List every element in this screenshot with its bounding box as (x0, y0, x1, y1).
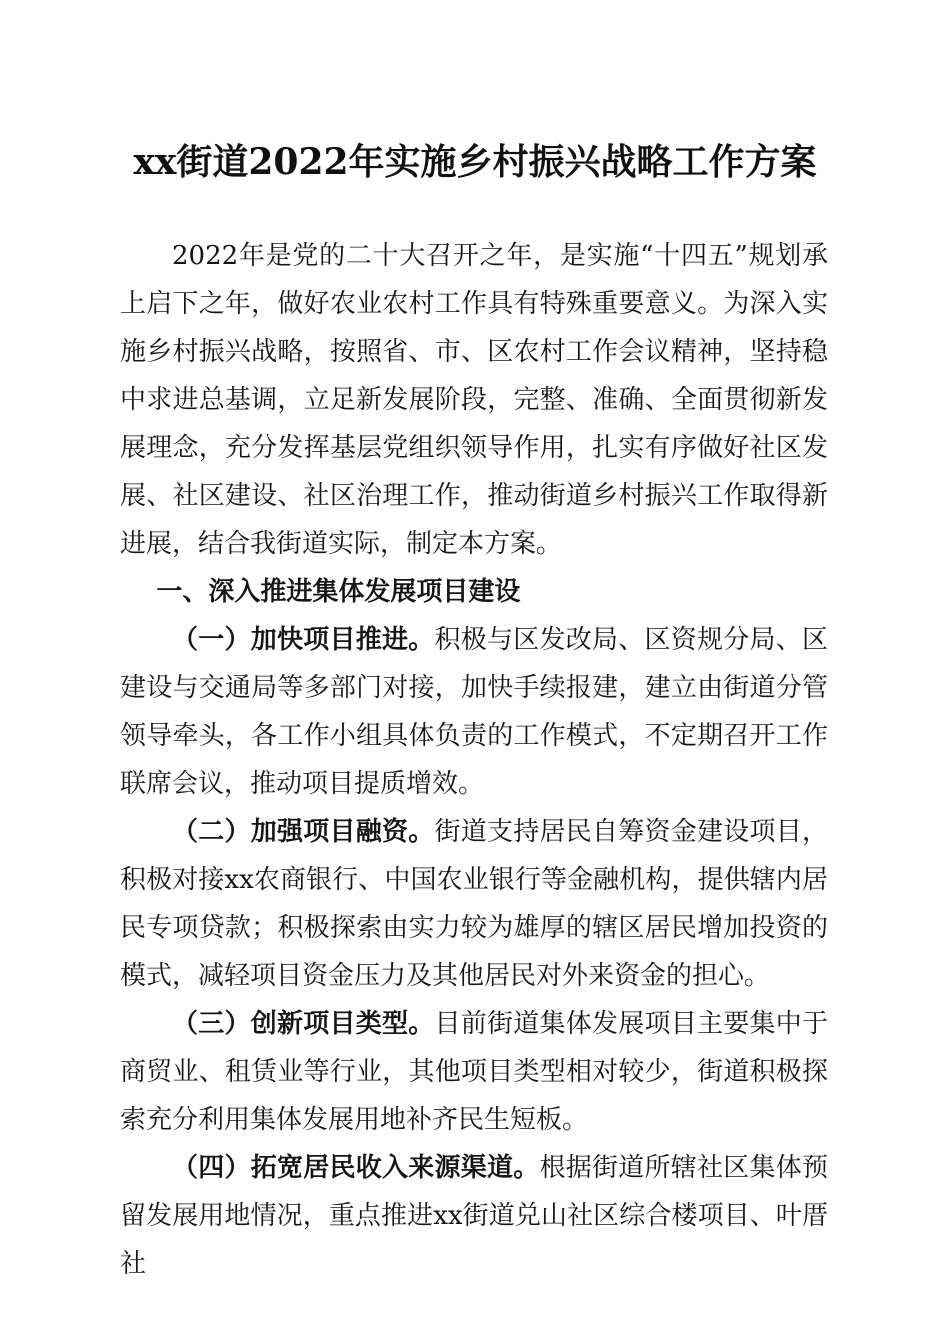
item-paragraph-2 (120, 808, 828, 1000)
item-text: 目前街道集体发展项目主要集中于商贸业、租赁业等行业，其他项目类型相对较少，街道积极探索充分利用集体发展用地补齐民生短板。 (120, 1009, 828, 1135)
item-lead: （二）加强项目融资。 (172, 817, 435, 847)
item-text: 积极与区发改局、区资规分局、区建设与交通局等多部门对接，加快手续报建，建立由街道分管领导牵头，各工作小组具体负责的工作模式，不定期召开工作联席会议，推动项目提质增效。 (120, 625, 828, 799)
item-lead: （一）加快项目推进。 (172, 625, 435, 655)
section-heading: 一、深入推进集体发展项目建设 (156, 577, 521, 607)
item-paragraph-1 (120, 616, 828, 808)
item-text: 街道支持居民自筹资金建设项目，积极对接xx农商银行、中国农业银行等金融机构，提供辖内居民专项贷款；积极探索由实力较为雄厚的辖区居民增加投资的模式，减轻项目资金压力及其他居民对外来资金的担心。 (120, 817, 828, 991)
item-paragraph-4 (120, 1144, 828, 1288)
document-body (120, 232, 828, 1288)
item-paragraph-3 (120, 1000, 828, 1144)
item-text: 根据街道所辖社区集体预留发展用地情况，重点推进xx街道兑山社区综合楼项目、叶厝社 (120, 1153, 828, 1279)
item-lead: （三）创新项目类型。 (172, 1009, 435, 1039)
document-title: xx街道2022年实施乡村振兴战略工作方案 (133, 141, 817, 183)
intro-paragraph: 2022年是党的二十大召开之年，是实施“十四五”规划承上启下之年，做好农业农村工作具有特殊重要意义。为深入实施乡村振兴战略，按照省、市、区农村工作会议精神，坚持稳中求进总基调，立足新发展阶段，完整、准确、全面贯彻新发展理念，充分发挥基层党组织领导作用，扎实有序做好社区发展、社区建设、社区治理工作，推动街道乡村振兴工作取得新进展，结合我街道实际，制定本方案。 (120, 241, 828, 559)
item-lead: （四）拓宽居民收入来源渠道。 (172, 1153, 540, 1183)
